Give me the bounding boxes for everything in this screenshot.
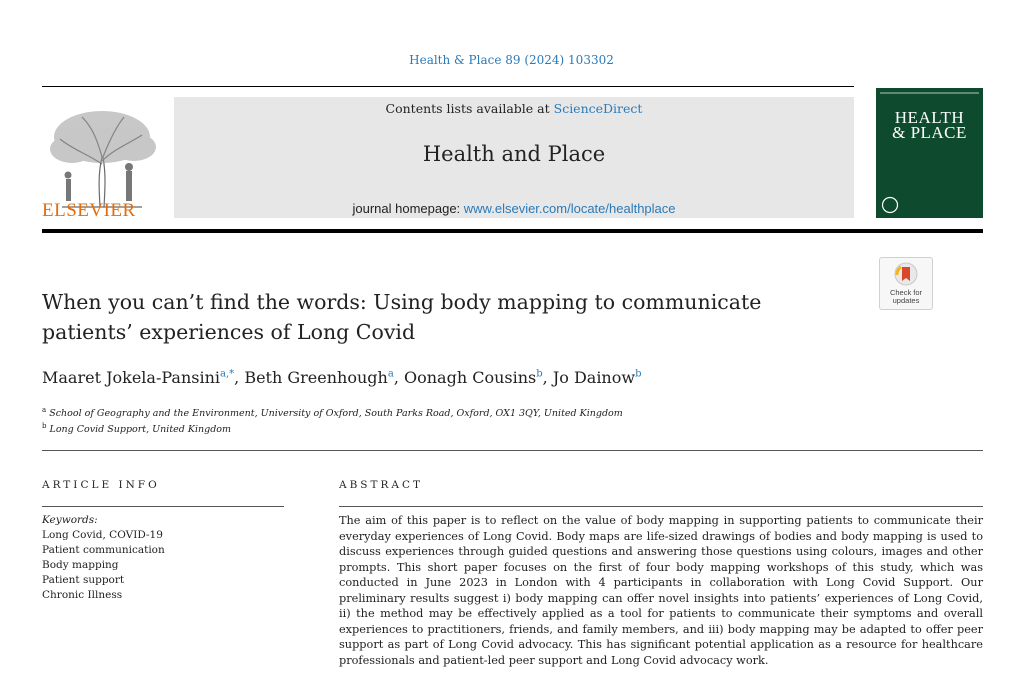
homepage-line <box>174 201 854 216</box>
journal-header-box <box>174 97 854 218</box>
check-updates-line1: Check for <box>889 288 923 297</box>
affiliation-text: Long Covid Support, United Kingdom <box>49 424 232 436</box>
keyword-item[interactable]: Patient communication <box>42 544 165 556</box>
author-name[interactable]: Maaret Jokela-Pansini <box>42 368 221 387</box>
cover-title <box>876 110 983 140</box>
paper-title-line2: patients’ experiences of Long Covid <box>42 320 416 344</box>
section-rule <box>42 450 983 451</box>
affiliation-mark: b <box>42 422 47 431</box>
article-info-heading: ARTICLE INFO <box>42 479 160 491</box>
abstract-heading: ABSTRACT <box>339 479 424 491</box>
top-rule <box>42 86 854 87</box>
contents-line <box>174 101 854 116</box>
check-updates-icon <box>893 261 919 289</box>
author-list <box>42 368 641 387</box>
article-info-rule <box>42 506 284 507</box>
contents-prefix: Contents lists available at <box>385 101 554 116</box>
journal-cover-image <box>876 88 983 218</box>
keywords-block <box>42 513 165 603</box>
journal-title: Health and Place <box>422 142 606 166</box>
check-updates-line2: updates <box>892 296 920 305</box>
cover-top-band <box>880 92 979 94</box>
cover-badge-icon <box>881 196 899 214</box>
sciencedirect-link[interactable]: ScienceDirect <box>553 101 643 116</box>
cover-title-line2: & PLACE <box>892 123 967 142</box>
author-separator: , <box>542 368 553 387</box>
cover-title-line1: HEALTH <box>894 108 965 127</box>
check-for-updates-button[interactable] <box>879 257 933 310</box>
affiliation-text: School of Geography and the Environment, University of Oxford, South Parks Road, Oxford, OX1 3QY, United Kingdom <box>49 408 623 420</box>
affiliation-item <box>42 404 623 420</box>
homepage-prefix: journal homepage: <box>352 201 464 216</box>
affiliation-mark: a <box>42 406 47 414</box>
keyword-item[interactable]: Long Covid, COVID-19 <box>42 529 163 541</box>
journal-homepage-link[interactable]: www.elsevier.com/locate/healthplace <box>463 201 676 216</box>
author-name[interactable]: Oonagh Cousins <box>403 368 537 387</box>
author-affiliation-mark[interactable]: a,* <box>220 368 235 380</box>
author-affiliation-mark[interactable]: b <box>635 368 642 380</box>
paper-title <box>42 287 862 347</box>
header-thick-rule <box>42 229 983 233</box>
elsevier-wordmark: ELSEVIER <box>42 200 136 221</box>
keywords-label: Keywords: <box>42 514 98 526</box>
author-affiliation-mark[interactable]: a <box>387 368 394 380</box>
author-separator: , <box>393 368 404 387</box>
abstract-text: The aim of this paper is to reflect on the value of body mapping in supporting patients to communicate their everyday experiences of Long Covid. Body maps are life-sized drawings of bodies and body mapping is used to discuss experiences through guided questions and answering those questions using colours, images and other prompts. This short paper focuses on the first of four body mapping workshops of this study, which was conducted in June 2023 in London with 4 participants in collaboration with Long Covid Support. Our preliminary results suggest i) body mapping can offer novel insights into patients’ experiences of Long Covid, ii) the method may be effectively applied as a tool for patients to communicate their symptoms and overall experiences to practitioners, friends, and family members, and iii) body mapping may be adapted to offer peer support as part of Long Covid advocacy. This has significant potential application as a resource for healthcare professionals and patient-led peer support and Long Covid advocacy work. <box>339 514 983 667</box>
author-separator: , <box>234 368 245 387</box>
author-affiliation-mark[interactable]: b <box>536 368 543 380</box>
keyword-item[interactable]: Chronic Illness <box>42 589 123 601</box>
affiliations <box>42 404 623 436</box>
abstract-rule <box>339 506 983 507</box>
journal-citation[interactable]: Health & Place 89 (2024) 103302 <box>409 53 614 67</box>
affiliation-item <box>42 420 623 436</box>
paper-title-line1: When you can’t find the words: Using body mapping to communicate <box>42 290 762 314</box>
author-name[interactable]: Beth Greenhough <box>244 368 388 387</box>
check-updates-label <box>880 289 932 305</box>
keyword-item[interactable]: Patient support <box>42 574 125 586</box>
author-name[interactable]: Jo Dainow <box>552 368 636 387</box>
keyword-item[interactable]: Body mapping <box>42 559 119 571</box>
